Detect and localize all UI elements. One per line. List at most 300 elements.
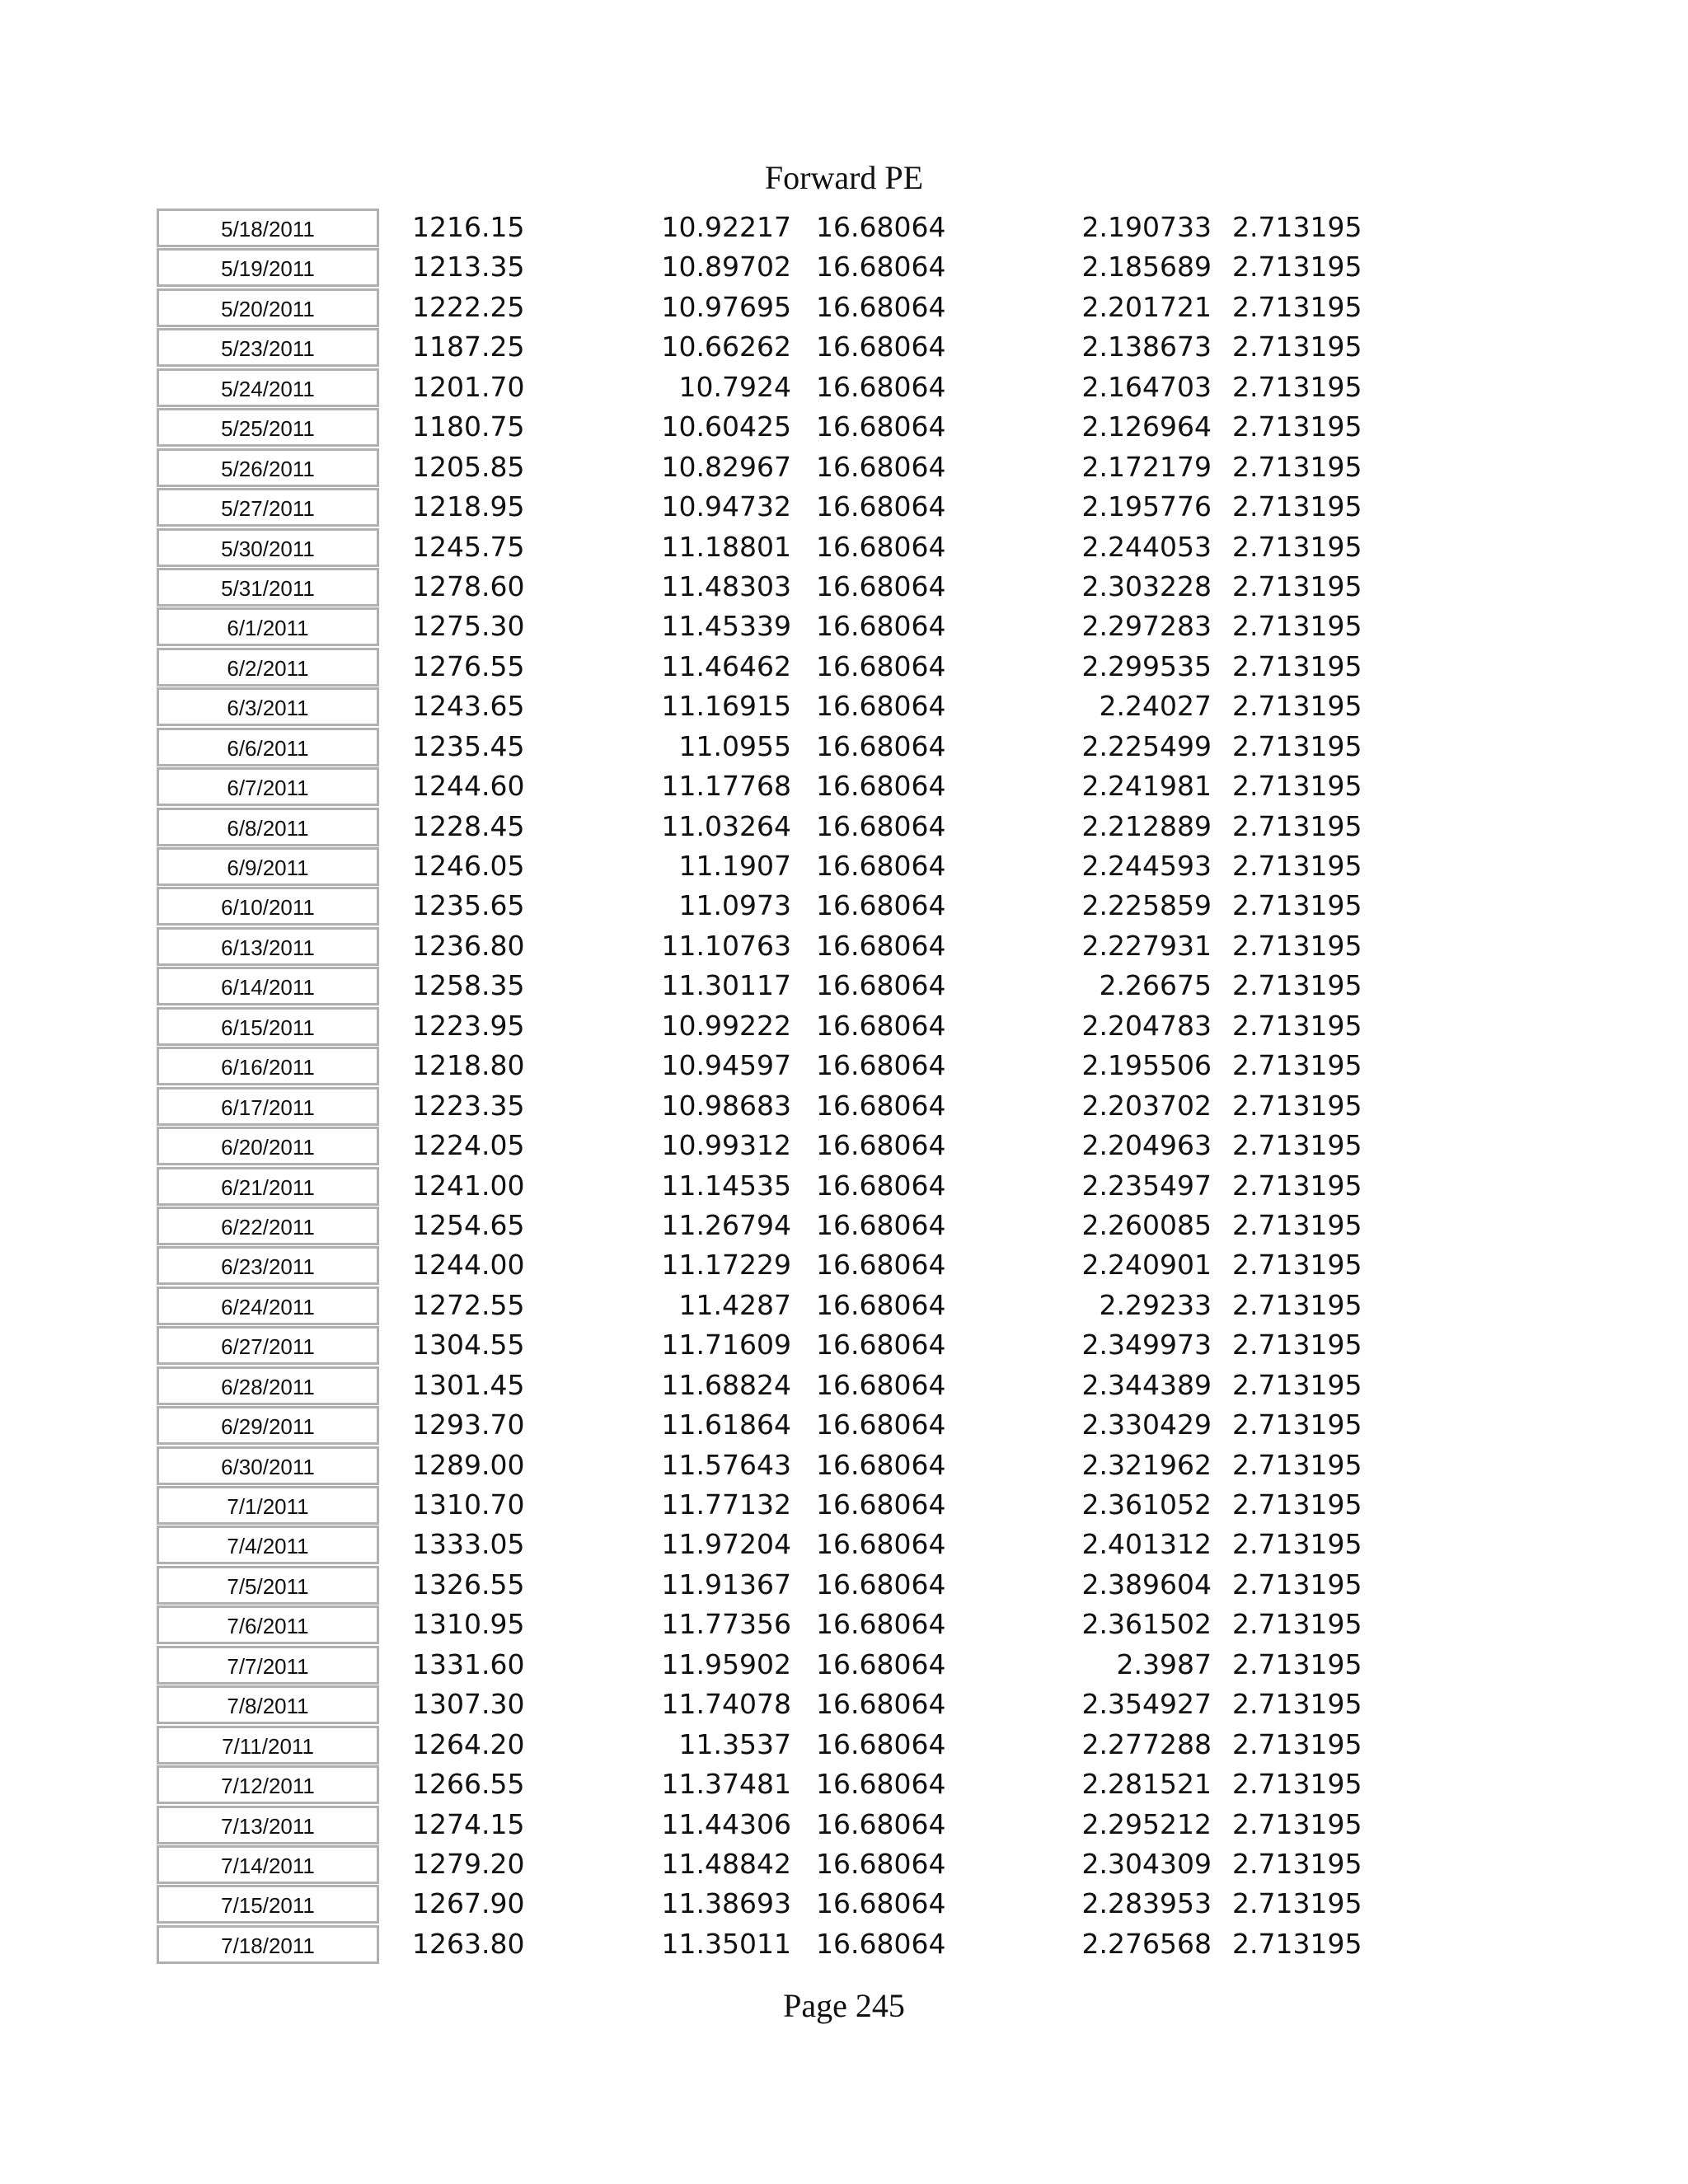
ratio-cell: 2.349973 — [1081, 1329, 1212, 1361]
ratio-cell: 2.241981 — [1081, 770, 1212, 803]
forward-pe-cell: 11.4287 — [678, 1288, 791, 1321]
ratio-cell: 2.227931 — [1081, 929, 1212, 962]
date-cell: 6/2/2011 — [157, 648, 379, 687]
ratio-cell: 2.361502 — [1081, 1608, 1212, 1641]
average-pe-cell: 16.68064 — [816, 530, 946, 563]
average-ratio-cell: 2.713195 — [1232, 1089, 1362, 1122]
average-pe-cell: 16.68064 — [816, 729, 946, 762]
price-cell: 1213.35 — [412, 251, 525, 284]
price-cell: 1222.25 — [412, 290, 525, 323]
price-cell: 1264.20 — [412, 1727, 525, 1760]
table-row — [0, 886, 1688, 926]
ratio-cell: 2.389604 — [1081, 1568, 1212, 1601]
price-cell: 1267.90 — [412, 1887, 525, 1920]
price-cell: 1180.75 — [412, 410, 525, 443]
average-pe-cell: 16.68064 — [816, 1368, 946, 1401]
table-row — [0, 527, 1688, 567]
average-ratio-cell: 2.713195 — [1232, 1329, 1362, 1361]
average-ratio-cell: 2.713195 — [1232, 370, 1362, 403]
date-cell: 5/30/2011 — [157, 528, 379, 567]
price-cell: 1235.45 — [412, 729, 525, 762]
average-pe-cell: 16.68064 — [816, 690, 946, 723]
table-row — [0, 567, 1688, 607]
average-ratio-cell: 2.713195 — [1232, 1368, 1362, 1401]
price-cell: 1278.60 — [412, 569, 525, 602]
price-cell: 1310.95 — [412, 1608, 525, 1641]
average-pe-cell: 16.68064 — [816, 889, 946, 922]
price-cell: 1275.30 — [412, 610, 525, 643]
table-row — [0, 407, 1688, 447]
price-cell: 1304.55 — [412, 1329, 525, 1361]
table-row — [0, 607, 1688, 646]
date-cell: 5/26/2011 — [157, 448, 379, 487]
price-cell: 1216.15 — [412, 211, 525, 243]
forward-pe-cell: 11.77356 — [661, 1608, 791, 1641]
page-number: Page 245 — [783, 1987, 905, 2024]
table-row — [0, 1485, 1688, 1525]
price-cell: 1326.55 — [412, 1568, 525, 1601]
table-row — [0, 1645, 1688, 1685]
table-row — [0, 1405, 1688, 1445]
date-cell: 7/11/2011 — [157, 1726, 379, 1765]
date-cell: 5/27/2011 — [157, 488, 379, 527]
price-cell: 1289.00 — [412, 1448, 525, 1481]
forward-pe-cell: 11.0973 — [678, 889, 791, 922]
forward-pe-cell: 11.18801 — [661, 530, 791, 563]
price-cell: 1310.70 — [412, 1488, 525, 1521]
ratio-cell: 2.172179 — [1081, 450, 1212, 483]
date-cell: 7/4/2011 — [157, 1526, 379, 1564]
ratio-cell: 2.277288 — [1081, 1727, 1212, 1760]
ratio-cell: 2.24027 — [1099, 690, 1212, 723]
table-row — [0, 1286, 1688, 1325]
price-cell: 1228.45 — [412, 809, 525, 842]
ratio-cell: 2.212889 — [1081, 809, 1212, 842]
date-cell: 5/19/2011 — [157, 248, 379, 287]
forward-pe-cell: 11.3537 — [678, 1727, 791, 1760]
price-cell: 1272.55 — [412, 1288, 525, 1321]
price-cell: 1236.80 — [412, 929, 525, 962]
average-ratio-cell: 2.713195 — [1232, 1768, 1362, 1801]
table-row — [0, 1805, 1688, 1844]
forward-pe-cell: 11.38693 — [661, 1887, 791, 1920]
average-pe-cell: 16.68064 — [816, 211, 946, 243]
price-cell: 1187.25 — [412, 330, 525, 363]
date-cell: 6/10/2011 — [157, 887, 379, 926]
ratio-cell: 2.401312 — [1081, 1528, 1212, 1561]
forward-pe-cell: 10.82967 — [661, 450, 791, 483]
forward-pe-cell: 10.99222 — [661, 1009, 791, 1042]
date-cell: 5/24/2011 — [157, 368, 379, 407]
table-row — [0, 1605, 1688, 1644]
average-ratio-cell: 2.713195 — [1232, 1408, 1362, 1441]
table-row — [0, 1046, 1688, 1085]
forward-pe-cell: 11.71609 — [661, 1329, 791, 1361]
average-ratio-cell: 2.713195 — [1232, 969, 1362, 1002]
table-row — [0, 766, 1688, 806]
price-cell: 1307.30 — [412, 1688, 525, 1721]
ratio-cell: 2.26675 — [1099, 969, 1212, 1002]
average-ratio-cell: 2.713195 — [1232, 1009, 1362, 1042]
average-ratio-cell: 2.713195 — [1232, 1727, 1362, 1760]
ratio-cell: 2.235497 — [1081, 1169, 1212, 1202]
average-ratio-cell: 2.713195 — [1232, 889, 1362, 922]
table-row — [0, 1765, 1688, 1804]
table-row — [0, 208, 1688, 247]
price-cell: 1331.60 — [412, 1647, 525, 1680]
forward-pe-cell: 11.61864 — [661, 1408, 791, 1441]
average-ratio-cell: 2.713195 — [1232, 1887, 1362, 1920]
table-row — [0, 1565, 1688, 1605]
average-ratio-cell: 2.713195 — [1232, 1288, 1362, 1321]
date-cell: 7/15/2011 — [157, 1885, 379, 1924]
forward-pe-cell: 11.30117 — [661, 969, 791, 1002]
average-ratio-cell: 2.713195 — [1232, 850, 1362, 882]
average-pe-cell: 16.68064 — [816, 770, 946, 803]
ratio-cell: 2.201721 — [1081, 290, 1212, 323]
forward-pe-cell: 11.44306 — [661, 1807, 791, 1840]
average-pe-cell: 16.68064 — [816, 1528, 946, 1561]
table-row — [0, 1006, 1688, 1046]
date-cell: 7/18/2011 — [157, 1925, 379, 1964]
average-pe-cell: 16.68064 — [816, 1568, 946, 1601]
ratio-cell: 2.321962 — [1081, 1448, 1212, 1481]
average-ratio-cell: 2.713195 — [1232, 929, 1362, 962]
price-cell: 1235.65 — [412, 889, 525, 922]
average-pe-cell: 16.68064 — [816, 370, 946, 403]
forward-pe-cell: 10.94597 — [661, 1049, 791, 1082]
average-pe-cell: 16.68064 — [816, 1049, 946, 1082]
average-pe-cell: 16.68064 — [816, 1688, 946, 1721]
ratio-cell: 2.297283 — [1081, 610, 1212, 643]
average-pe-cell: 16.68064 — [816, 251, 946, 284]
date-cell: 6/7/2011 — [157, 767, 379, 806]
price-cell: 1223.95 — [412, 1009, 525, 1042]
average-pe-cell: 16.68064 — [816, 290, 946, 323]
table-row — [0, 807, 1688, 846]
ratio-cell: 2.204783 — [1081, 1009, 1212, 1042]
average-pe-cell: 16.68064 — [816, 1768, 946, 1801]
table-row — [0, 1844, 1688, 1884]
table-row — [0, 1325, 1688, 1365]
average-pe-cell: 16.68064 — [816, 1408, 946, 1441]
average-ratio-cell: 2.713195 — [1232, 1688, 1362, 1721]
price-cell: 1205.85 — [412, 450, 525, 483]
date-cell: 7/8/2011 — [157, 1685, 379, 1724]
table-row — [0, 1446, 1688, 1485]
forward-pe-cell: 10.99312 — [661, 1129, 791, 1162]
average-ratio-cell: 2.713195 — [1232, 410, 1362, 443]
date-cell: 6/1/2011 — [157, 607, 379, 646]
date-cell: 6/14/2011 — [157, 967, 379, 1005]
forward-pe-cell: 11.14535 — [661, 1169, 791, 1202]
date-cell: 7/7/2011 — [157, 1646, 379, 1685]
average-ratio-cell: 2.713195 — [1232, 1608, 1362, 1641]
average-pe-cell: 16.68064 — [816, 1647, 946, 1680]
average-ratio-cell: 2.713195 — [1232, 1169, 1362, 1202]
forward-pe-cell: 11.45339 — [661, 610, 791, 643]
table-row — [0, 1884, 1688, 1924]
forward-pe-cell: 11.74078 — [661, 1688, 791, 1721]
ratio-cell: 2.126964 — [1081, 410, 1212, 443]
table-row — [0, 327, 1688, 367]
ratio-cell: 2.299535 — [1081, 649, 1212, 682]
forward-pe-cell: 11.03264 — [661, 809, 791, 842]
average-ratio-cell: 2.713195 — [1232, 610, 1362, 643]
average-pe-cell: 16.68064 — [816, 450, 946, 483]
average-ratio-cell: 2.713195 — [1232, 770, 1362, 803]
ratio-cell: 2.204963 — [1081, 1129, 1212, 1162]
forward-pe-cell: 10.98683 — [661, 1089, 791, 1122]
table-row — [0, 448, 1688, 487]
table-row — [0, 926, 1688, 966]
average-pe-cell: 16.68064 — [816, 610, 946, 643]
price-cell: 1301.45 — [412, 1368, 525, 1401]
average-ratio-cell: 2.713195 — [1232, 290, 1362, 323]
forward-pe-cell: 11.35011 — [661, 1927, 791, 1960]
table-row — [0, 1924, 1688, 1964]
average-pe-cell: 16.68064 — [816, 1488, 946, 1521]
price-cell: 1293.70 — [412, 1408, 525, 1441]
ratio-cell: 2.240901 — [1081, 1249, 1212, 1282]
average-ratio-cell: 2.713195 — [1232, 1129, 1362, 1162]
price-cell: 1279.20 — [412, 1847, 525, 1880]
price-cell: 1254.65 — [412, 1208, 525, 1241]
average-ratio-cell: 2.713195 — [1232, 1647, 1362, 1680]
forward-pe-cell: 11.48303 — [661, 569, 791, 602]
ratio-cell: 2.3987 — [1116, 1647, 1212, 1680]
forward-pe-cell: 11.97204 — [661, 1528, 791, 1561]
page-title: Forward PE — [764, 159, 924, 196]
ratio-cell: 2.195506 — [1081, 1049, 1212, 1082]
average-pe-cell: 16.68064 — [816, 410, 946, 443]
average-pe-cell: 16.68064 — [816, 1927, 946, 1960]
average-ratio-cell: 2.713195 — [1232, 1807, 1362, 1840]
ratio-cell: 2.260085 — [1081, 1208, 1212, 1241]
date-cell: 6/6/2011 — [157, 728, 379, 766]
average-pe-cell: 16.68064 — [816, 1727, 946, 1760]
forward-pe-cell: 11.95902 — [661, 1647, 791, 1680]
ratio-cell: 2.29233 — [1099, 1288, 1212, 1321]
price-cell: 1258.35 — [412, 969, 525, 1002]
average-ratio-cell: 2.713195 — [1232, 1568, 1362, 1601]
table-row — [0, 687, 1688, 726]
date-cell: 6/8/2011 — [157, 808, 379, 846]
ratio-cell: 2.354927 — [1081, 1688, 1212, 1721]
average-ratio-cell: 2.713195 — [1232, 1448, 1362, 1481]
date-cell: 6/23/2011 — [157, 1246, 379, 1285]
table-row — [0, 1725, 1688, 1765]
average-ratio-cell: 2.713195 — [1232, 1927, 1362, 1960]
average-pe-cell: 16.68064 — [816, 1608, 946, 1641]
forward-pe-cell: 10.89702 — [661, 251, 791, 284]
price-cell: 1266.55 — [412, 1768, 525, 1801]
table-row — [0, 1126, 1688, 1165]
table-row — [0, 647, 1688, 687]
table-row — [0, 1206, 1688, 1245]
date-cell: 6/27/2011 — [157, 1326, 379, 1365]
average-pe-cell: 16.68064 — [816, 1089, 946, 1122]
ratio-cell: 2.225859 — [1081, 889, 1212, 922]
forward-pe-cell: 11.17768 — [661, 770, 791, 803]
average-pe-cell: 16.68064 — [816, 850, 946, 882]
average-ratio-cell: 2.713195 — [1232, 690, 1362, 723]
average-pe-cell: 16.68064 — [816, 1169, 946, 1202]
average-ratio-cell: 2.713195 — [1232, 251, 1362, 284]
average-ratio-cell: 2.713195 — [1232, 729, 1362, 762]
forward-pe-cell: 11.48842 — [661, 1847, 791, 1880]
average-pe-cell: 16.68064 — [816, 490, 946, 523]
average-ratio-cell: 2.713195 — [1232, 1249, 1362, 1282]
price-cell: 1244.60 — [412, 770, 525, 803]
average-ratio-cell: 2.713195 — [1232, 1488, 1362, 1521]
date-cell: 5/18/2011 — [157, 209, 379, 247]
average-pe-cell: 16.68064 — [816, 809, 946, 842]
date-cell: 7/14/2011 — [157, 1845, 379, 1884]
forward-pe-cell: 10.66262 — [661, 330, 791, 363]
date-cell: 6/22/2011 — [157, 1207, 379, 1245]
average-ratio-cell: 2.713195 — [1232, 569, 1362, 602]
forward-pe-cell: 11.26794 — [661, 1208, 791, 1241]
table-row — [0, 1525, 1688, 1564]
ratio-cell: 2.330429 — [1081, 1408, 1212, 1441]
table-row — [0, 1366, 1688, 1405]
forward-pe-cell: 11.68824 — [661, 1368, 791, 1401]
table-row — [0, 487, 1688, 527]
average-pe-cell: 16.68064 — [816, 1807, 946, 1840]
forward-pe-cell: 11.46462 — [661, 649, 791, 682]
table-row — [0, 846, 1688, 886]
forward-pe-cell: 11.0955 — [678, 729, 791, 762]
table-row — [0, 1166, 1688, 1206]
ratio-cell: 2.203702 — [1081, 1089, 1212, 1122]
date-cell: 6/29/2011 — [157, 1406, 379, 1445]
average-pe-cell: 16.68064 — [816, 1288, 946, 1321]
forward-pe-cell: 10.92217 — [661, 211, 791, 243]
date-cell: 7/13/2011 — [157, 1806, 379, 1844]
forward-pe-cell: 10.94732 — [661, 490, 791, 523]
forward-pe-cell: 11.10763 — [661, 929, 791, 962]
date-cell: 6/28/2011 — [157, 1366, 379, 1405]
ratio-cell: 2.295212 — [1081, 1807, 1212, 1840]
average-pe-cell: 16.68064 — [816, 1249, 946, 1282]
date-cell: 6/20/2011 — [157, 1127, 379, 1165]
ratio-cell: 2.138673 — [1081, 330, 1212, 363]
price-cell: 1263.80 — [412, 1927, 525, 1960]
price-cell: 1274.15 — [412, 1807, 525, 1840]
average-pe-cell: 16.68064 — [816, 1129, 946, 1162]
ratio-cell: 2.244053 — [1081, 530, 1212, 563]
ratio-cell: 2.276568 — [1081, 1927, 1212, 1960]
ratio-cell: 2.185689 — [1081, 251, 1212, 284]
price-cell: 1218.80 — [412, 1049, 525, 1082]
average-ratio-cell: 2.713195 — [1232, 211, 1362, 243]
price-cell: 1243.65 — [412, 690, 525, 723]
table-row — [0, 966, 1688, 1005]
ratio-cell: 2.283953 — [1081, 1887, 1212, 1920]
ratio-cell: 2.190733 — [1081, 211, 1212, 243]
average-ratio-cell: 2.713195 — [1232, 649, 1362, 682]
date-cell: 6/16/2011 — [157, 1047, 379, 1085]
average-pe-cell: 16.68064 — [816, 1448, 946, 1481]
date-cell: 6/13/2011 — [157, 927, 379, 966]
average-pe-cell: 16.68064 — [816, 929, 946, 962]
average-ratio-cell: 2.713195 — [1232, 530, 1362, 563]
average-pe-cell: 16.68064 — [816, 330, 946, 363]
average-ratio-cell: 2.713195 — [1232, 1847, 1362, 1880]
date-cell: 5/23/2011 — [157, 328, 379, 367]
forward-pe-cell: 11.57643 — [661, 1448, 791, 1481]
average-ratio-cell: 2.713195 — [1232, 1528, 1362, 1561]
average-ratio-cell: 2.713195 — [1232, 450, 1362, 483]
average-pe-cell: 16.68064 — [816, 1847, 946, 1880]
price-cell: 1245.75 — [412, 530, 525, 563]
table-row — [0, 1086, 1688, 1126]
average-pe-cell: 16.68064 — [816, 569, 946, 602]
ratio-cell: 2.225499 — [1081, 729, 1212, 762]
price-cell: 1333.05 — [412, 1528, 525, 1561]
average-pe-cell: 16.68064 — [816, 1887, 946, 1920]
average-ratio-cell: 2.713195 — [1232, 490, 1362, 523]
price-cell: 1241.00 — [412, 1169, 525, 1202]
table-row — [0, 247, 1688, 287]
forward-pe-cell: 11.37481 — [661, 1768, 791, 1801]
forward-pe-cell: 11.16915 — [661, 690, 791, 723]
average-ratio-cell: 2.713195 — [1232, 1208, 1362, 1241]
forward-pe-cell: 10.60425 — [661, 410, 791, 443]
price-cell: 1224.05 — [412, 1129, 525, 1162]
average-pe-cell: 16.68064 — [816, 1009, 946, 1042]
date-cell: 7/1/2011 — [157, 1486, 379, 1525]
ratio-cell: 2.304309 — [1081, 1847, 1212, 1880]
forward-pe-cell: 11.1907 — [678, 850, 791, 882]
date-cell: 7/5/2011 — [157, 1566, 379, 1605]
average-ratio-cell: 2.713195 — [1232, 809, 1362, 842]
price-cell: 1246.05 — [412, 850, 525, 882]
average-pe-cell: 16.68064 — [816, 1329, 946, 1361]
forward-pe-cell: 11.17229 — [661, 1249, 791, 1282]
date-cell: 6/9/2011 — [157, 847, 379, 886]
table-row — [0, 1685, 1688, 1724]
date-cell: 5/31/2011 — [157, 568, 379, 607]
price-cell: 1276.55 — [412, 649, 525, 682]
ratio-cell: 2.281521 — [1081, 1768, 1212, 1801]
price-cell: 1218.95 — [412, 490, 525, 523]
date-cell: 6/21/2011 — [157, 1167, 379, 1206]
table-row — [0, 727, 1688, 766]
date-cell: 5/20/2011 — [157, 288, 379, 327]
average-ratio-cell: 2.713195 — [1232, 330, 1362, 363]
forward-pe-cell: 11.77132 — [661, 1488, 791, 1521]
ratio-cell: 2.244593 — [1081, 850, 1212, 882]
average-pe-cell: 16.68064 — [816, 1208, 946, 1241]
average-pe-cell: 16.68064 — [816, 649, 946, 682]
forward-pe-cell: 10.7924 — [678, 370, 791, 403]
ratio-cell: 2.344389 — [1081, 1368, 1212, 1401]
table-row — [0, 368, 1688, 407]
ratio-cell: 2.164703 — [1081, 370, 1212, 403]
date-cell: 5/25/2011 — [157, 408, 379, 447]
price-cell: 1244.00 — [412, 1249, 525, 1282]
forward-pe-cell: 11.91367 — [661, 1568, 791, 1601]
date-cell: 6/24/2011 — [157, 1286, 379, 1325]
price-cell: 1201.70 — [412, 370, 525, 403]
ratio-cell: 2.195776 — [1081, 490, 1212, 523]
average-pe-cell: 16.68064 — [816, 969, 946, 1002]
date-cell: 6/30/2011 — [157, 1446, 379, 1485]
ratio-cell: 2.303228 — [1081, 569, 1212, 602]
table-row — [0, 1245, 1688, 1285]
